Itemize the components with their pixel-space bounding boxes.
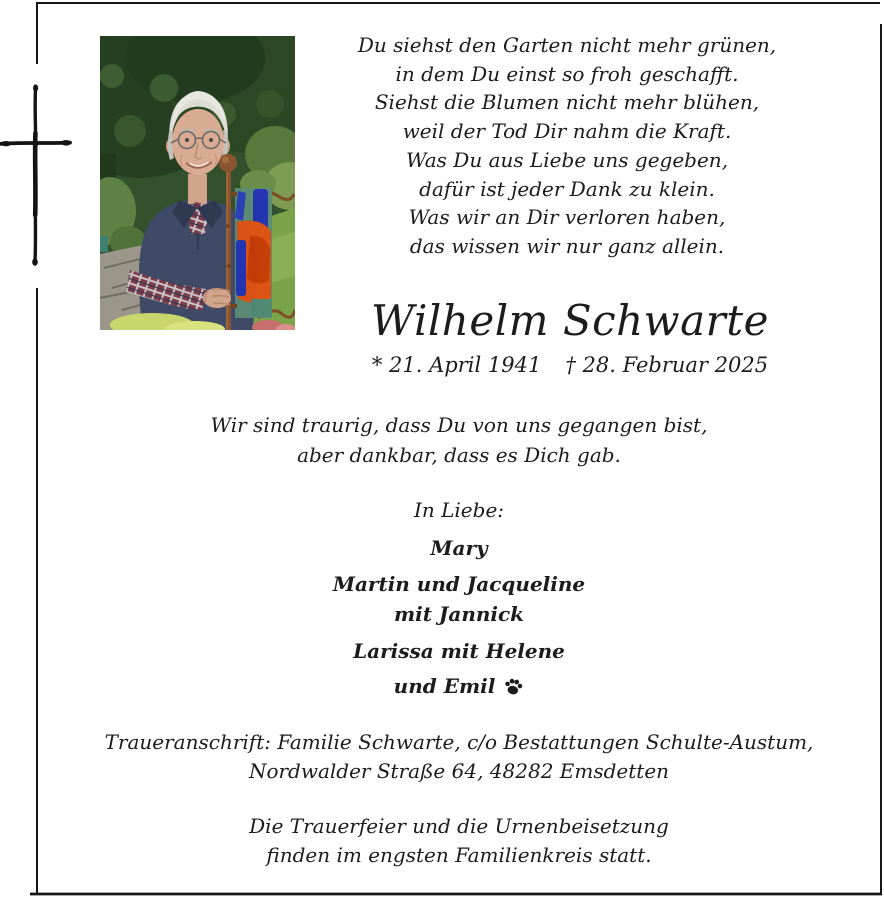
address-line: Traueranschrift: Familie Schwarte, c/o Bestattungen Schulte-Austum,: [104, 730, 814, 754]
address-line: Nordwalder Straße 64, 48282 Emsdetten: [248, 759, 670, 783]
stained-glass-panel: [230, 188, 272, 318]
poem-line: Du siehst den Garten nicht mehr grünen,: [357, 33, 777, 57]
poem-line: in dem Du einst so froh geschafft.: [395, 61, 739, 86]
mourner-line: Martin und Jacqueline: [332, 572, 586, 596]
life-dates: [300, 353, 840, 377]
deceased-name: Wilhelm Schwarte: [371, 296, 769, 345]
mourner-emil: [36, 671, 882, 701]
mourning-line: aber dankbar, dass es Dich gab.: [297, 443, 621, 467]
memorial-poem: [300, 31, 834, 261]
memorial-cross-icon: [0, 75, 80, 275]
mourner-larissa: Larissa mit Helene: [353, 639, 565, 663]
mourner-mary: Mary: [430, 536, 488, 560]
birth-date: * 21. April 1941: [371, 353, 542, 377]
mourning-line: Wir sind traurig, dass Du von uns gegangen bist,: [210, 413, 708, 437]
deceased-name-block: [300, 297, 840, 377]
poem-line: Was wir an Dir verloren haben,: [408, 205, 726, 230]
poem-line: dafür ist jeder Dank zu klein.: [419, 176, 715, 201]
hand-on-pole: [203, 288, 231, 308]
poem-line: Was Du aus Liebe uns gegeben,: [405, 147, 729, 172]
mourning-text: [36, 410, 882, 470]
funeral-line: Die Trauerfeier und die Urnenbeisetzung: [249, 814, 669, 838]
portrait-photo: [100, 36, 295, 330]
mourner-martin-family: [36, 569, 882, 629]
funeral-line: finden im engsten Familienkreis statt.: [266, 843, 652, 867]
poem-line: Siehst die Blumen nicht mehr blühen,: [374, 90, 760, 115]
mourner-line: und Emil: [393, 674, 496, 698]
death-date: † 28. Februar 2025: [565, 353, 769, 377]
funeral-notice: [36, 812, 882, 870]
paw-print-icon: [502, 674, 526, 698]
mourning-address: [36, 728, 882, 786]
in-liebe-label: In Liebe:: [413, 498, 505, 522]
mourner-line: mit Jannick: [393, 602, 525, 626]
poem-line: weil der Tod Dir nahm die Kraft.: [402, 119, 732, 144]
poem-line: das wissen wir nur ganz allein.: [409, 233, 725, 258]
